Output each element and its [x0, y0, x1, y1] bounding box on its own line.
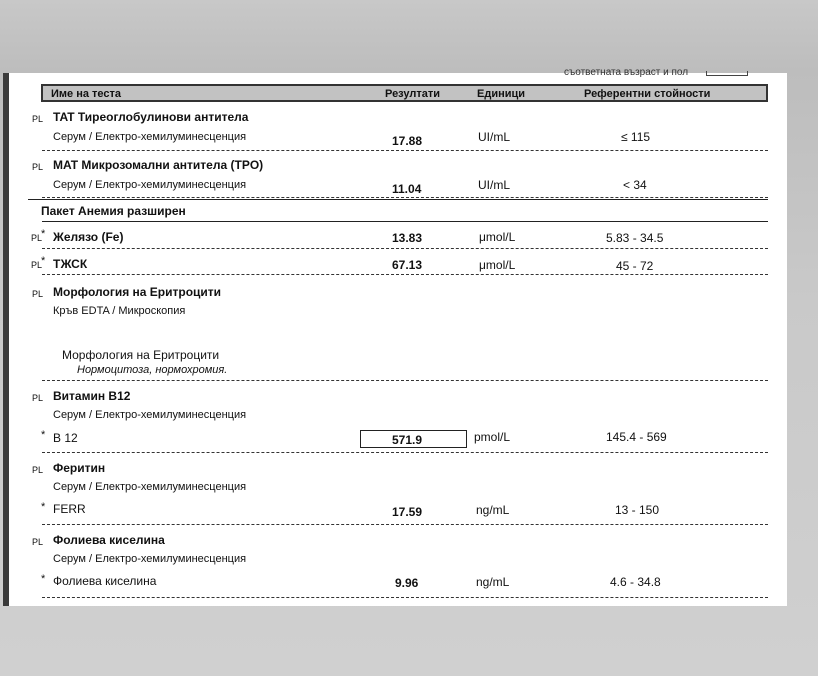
pl-marker: PL	[31, 260, 43, 270]
test-method: Серум / Електро-хемилуминесценция	[53, 409, 247, 421]
pl-marker: PL	[32, 465, 44, 475]
test-method: Серум / Електро-хемилуминесценция	[53, 131, 247, 143]
morphology-note: Нормоцитоза, нормохромия.	[77, 364, 228, 376]
sub-test-label: Фолиева киселина	[53, 574, 157, 588]
test-title-tat: TAT Тиреоглобулинови антитела	[53, 110, 249, 124]
reference-range: 145.4 - 569	[606, 430, 667, 444]
table-header	[41, 84, 768, 102]
reference-range: 5.83 - 34.5	[606, 231, 664, 245]
sub-test-label: B 12	[53, 431, 78, 445]
flag-star: *	[41, 501, 46, 513]
package-title: Пакет Анемия разширен	[41, 204, 186, 218]
reference-range: 4.6 - 34.8	[610, 575, 661, 589]
reference-range: 45 - 72	[616, 259, 654, 273]
header-units: Единици	[477, 88, 526, 100]
pl-marker: PL	[32, 114, 44, 124]
test-method: Кръв EDTA / Микроскопия	[53, 305, 186, 317]
result-value: 9.96	[395, 576, 419, 590]
result-unit: ng/mL	[476, 575, 510, 589]
result-unit: ng/mL	[476, 503, 510, 517]
flag-star: *	[41, 255, 46, 267]
top-partial-text: съответната възраст и пол	[564, 67, 689, 78]
result-unit: μmol/L	[479, 258, 516, 272]
row-divider	[42, 248, 768, 249]
test-title-fe: Желязо (Fe)	[53, 230, 124, 244]
reference-range: ≤ 115	[621, 130, 651, 144]
result-unit: UI/mL	[478, 130, 511, 144]
header-test-name: Име на теста	[51, 88, 122, 100]
result-value: 17.59	[392, 505, 423, 519]
row-divider	[42, 597, 768, 598]
flag-star: *	[41, 429, 46, 441]
sub-test-label: FERR	[53, 502, 86, 516]
package-top-rule	[28, 199, 768, 200]
result-value: 17.88	[392, 134, 423, 148]
result-value: 571.9	[392, 433, 423, 447]
test-method: Серум / Електро-хемилуминесценция	[53, 553, 247, 565]
test-method: Серум / Електро-хемилуминесценция	[53, 179, 247, 191]
flag-star: *	[41, 228, 46, 240]
package-bottom-rule	[42, 221, 768, 222]
row-divider	[42, 524, 768, 525]
result-unit: μmol/L	[479, 230, 516, 244]
morphology-subtitle: Морфология на Еритроцити	[62, 348, 220, 362]
row-divider	[42, 452, 768, 453]
result-value: 11.04	[392, 182, 422, 196]
row-divider	[42, 380, 768, 381]
result-value: 67.13	[392, 258, 423, 272]
header-results: Резултати	[385, 88, 440, 100]
row-divider	[42, 274, 768, 275]
lab-report-page	[3, 67, 787, 606]
test-title-folate: Фолиева киселина	[53, 533, 165, 547]
test-title-b12: Витамин B12	[53, 389, 131, 403]
test-title-mat: MAT Микрозомални антитела (TPO)	[53, 158, 264, 172]
pl-marker: PL	[32, 289, 44, 299]
result-unit: UI/mL	[478, 178, 511, 192]
reference-range: 13 - 150	[615, 503, 660, 517]
pl-marker: PL	[32, 537, 44, 547]
reference-range: < 34	[623, 178, 647, 192]
test-title-ferritin: Феритин	[53, 461, 106, 475]
pl-marker: PL	[32, 393, 44, 403]
result-unit: pmol/L	[474, 430, 511, 444]
pl-marker: PL	[31, 233, 43, 243]
test-title-tibc: ТЖСК	[53, 257, 88, 271]
top-partial-box	[706, 71, 748, 76]
result-value: 13.83	[392, 231, 423, 245]
flag-star: *	[41, 573, 46, 585]
header-reference: Референтни стойности	[584, 88, 711, 100]
test-method: Серум / Електро-хемилуминесценция	[53, 481, 247, 493]
row-divider	[42, 150, 768, 151]
pl-marker: PL	[32, 162, 44, 172]
test-title-morphology: Морфология на Еритроцити	[53, 285, 222, 299]
row-divider	[42, 197, 768, 198]
